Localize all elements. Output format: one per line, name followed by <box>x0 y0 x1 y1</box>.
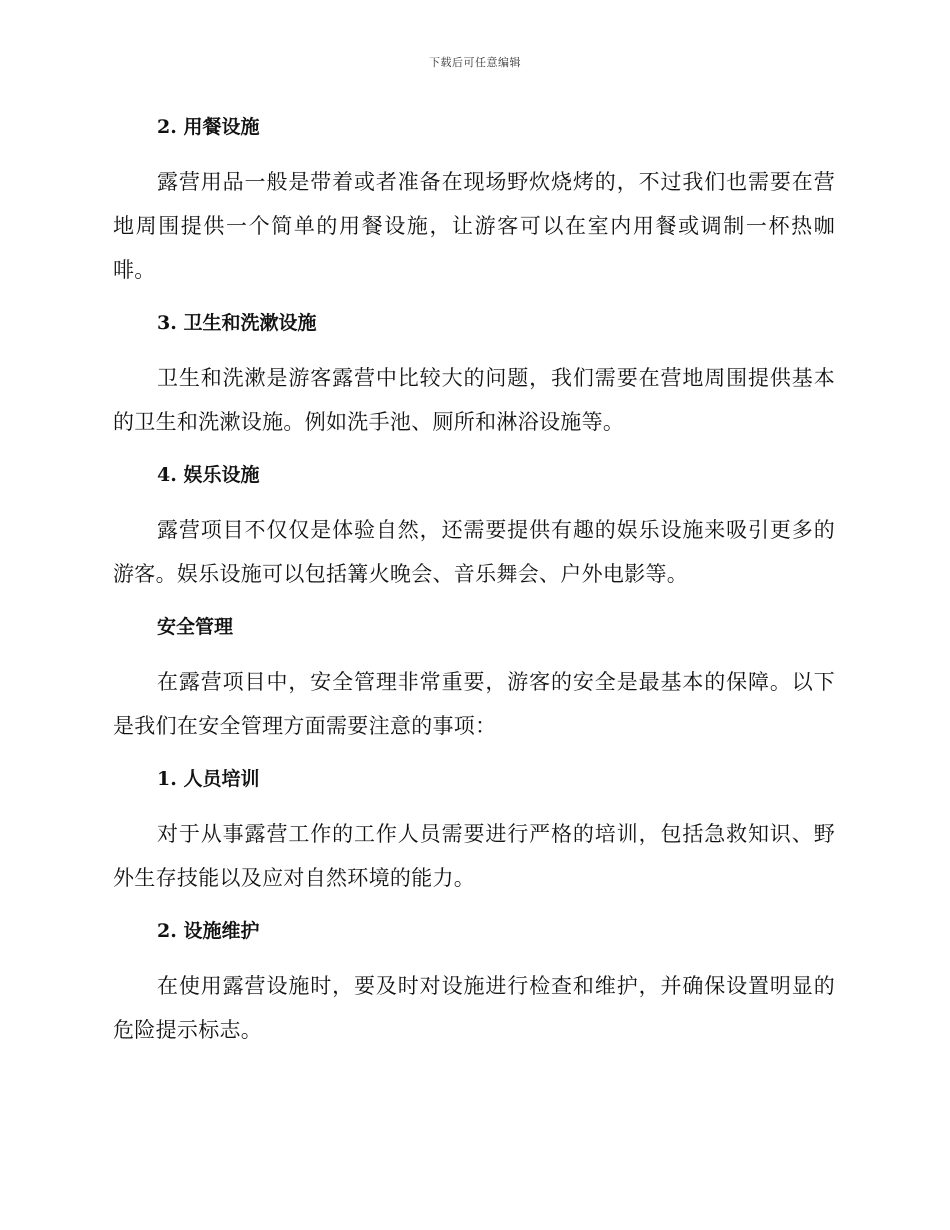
section-heading: 3. 卫生和洗漱设施 <box>157 312 317 334</box>
section-heading: 安全管理 <box>157 616 234 638</box>
section-paragraph: 在使用露营设施时，要及时对设施进行检查和维护，并确保设置明显的危险提示标志。 <box>113 974 835 1042</box>
page-header: 下载后可任意编辑 <box>429 56 521 69</box>
section-paragraph: 露营项目不仅仅是体验自然，还需要提供有趣的娱乐设施来吸引更多的游客。娱乐设施可以包括篝火晚会、音乐舞会、户外电影等。 <box>113 518 835 586</box>
section-staff-training <box>113 762 835 914</box>
section-paragraph: 露营用品一般是带着或者准备在现场野炊烧烤的，不过我们也需要在营地周围提供一个简单的用餐设施，让游客可以在室内用餐或调制一杯热咖啡。 <box>113 170 835 282</box>
section-paragraph: 对于从事露营工作的工作人员需要进行严格的培训，包括急救知识、野外生存技能以及应对自然环境的能力。 <box>113 822 835 890</box>
section-dining-facilities <box>113 110 835 306</box>
section-heading: 2. 用餐设施 <box>157 116 260 138</box>
section-paragraph: 在露营项目中，安全管理非常重要，游客的安全是最基本的保障。以下是我们在安全管理方面需要注意的事项： <box>113 670 835 738</box>
section-heading: 4. 娱乐设施 <box>157 464 260 486</box>
section-facility-maintenance <box>113 914 835 1052</box>
section-sanitation-facilities <box>113 306 835 458</box>
section-heading: 2. 设施维护 <box>157 920 260 942</box>
section-entertainment-facilities <box>113 458 835 610</box>
section-heading: 1. 人员培训 <box>157 768 260 790</box>
section-safety-management <box>113 610 835 762</box>
document-body <box>113 110 835 1052</box>
section-paragraph: 卫生和洗漱是游客露营中比较大的问题，我们需要在营地周围提供基本的卫生和洗漱设施。例如洗手池、厕所和淋浴设施等。 <box>113 366 835 434</box>
